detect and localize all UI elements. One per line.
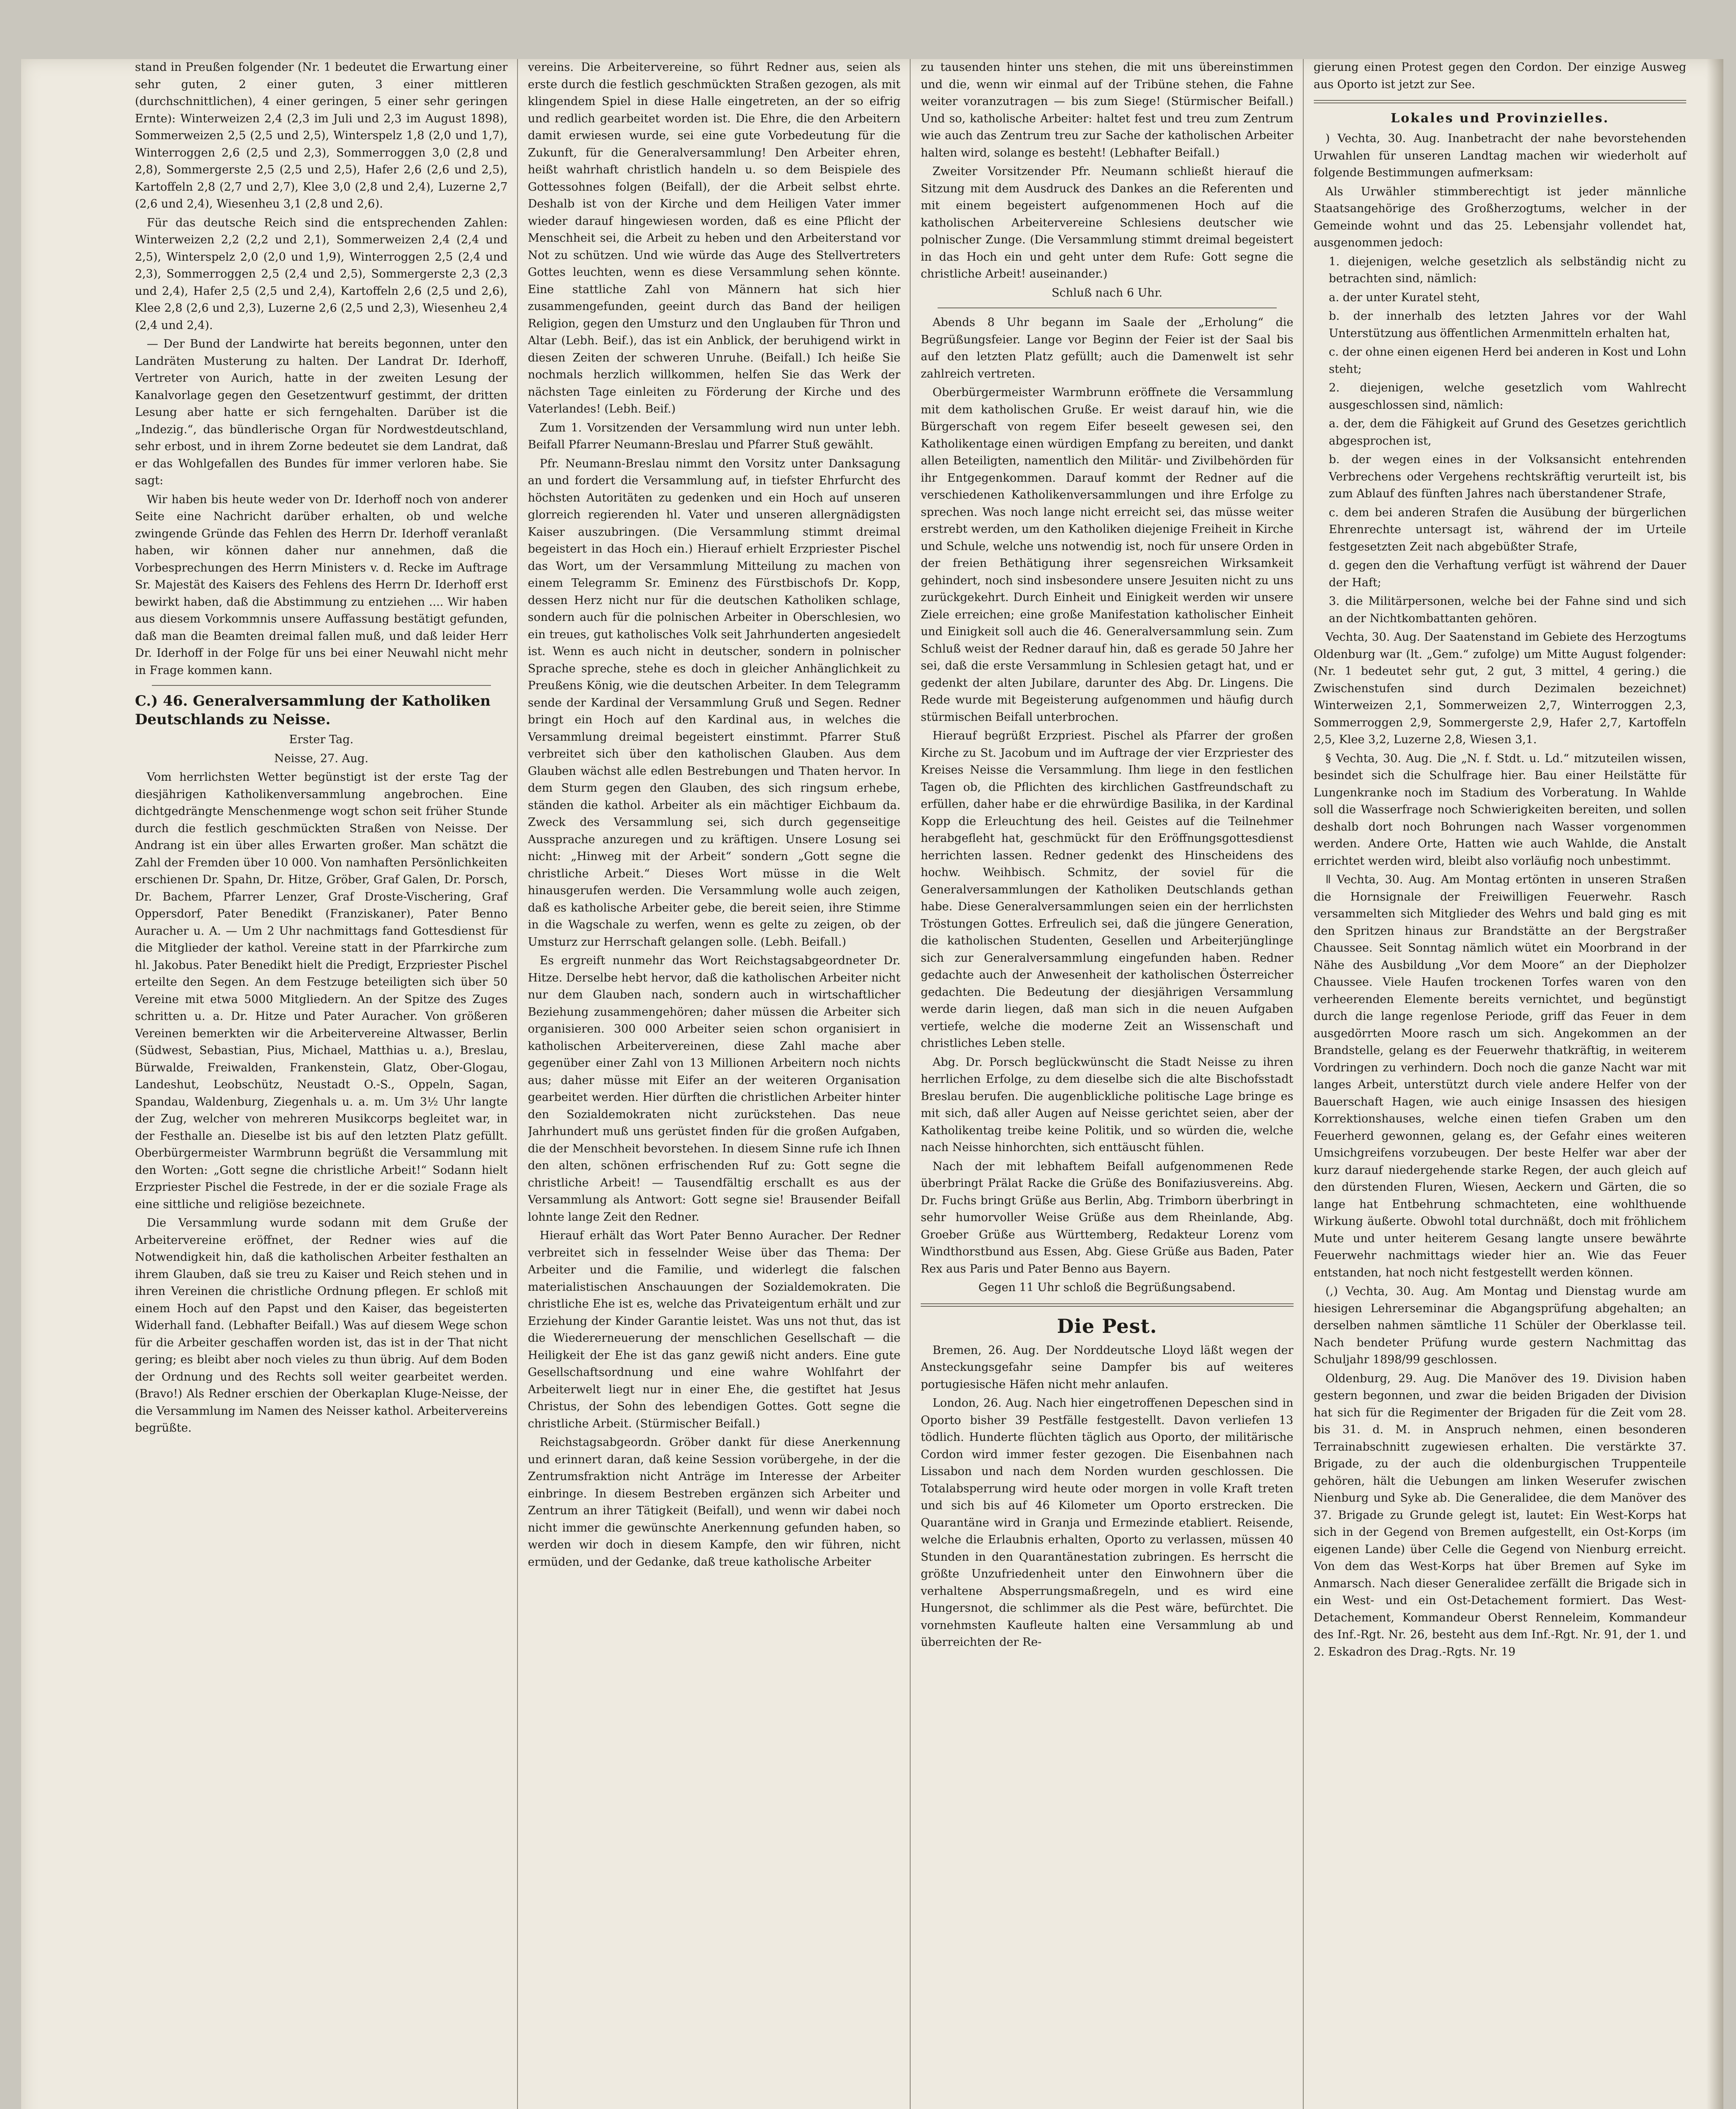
paragraph-urwahlen: ) Vechta, 30. Aug. Inanbetracht der nahe bevorstehenden Urwahlen für unseren Landtag machen wir wiederholt auf folgende Bestimmungen aufmerksam: (1313, 132, 1686, 179)
paragraph-london: London, 26. Aug. Nach hier eingetroffenen Depeschen sind in Oporto bisher 39 Pestfälle festgestellt. Davon verliefen 13 tödlich. Hunderte flüchten täglich aus Oporto, der militärische Cordon wird immer fester gezogen. Die Eisenbahnen nach Lissabon und nach dem Norden wurden geschlossen. Die Totalabsperrung wird heute oder morgen in volle Kraft treten und sich bis auf 46 Kilometer um Oporto erstrecken. Die Quarantäne wird in Granja und Ermezinde etabliert. Reisende, welche die Erlaubnis erhalten, Oporto zu verlassen, müssen 40 Stunden in den Quarantänestation zubringen. Es herrscht die größte Unzufriedenheit unter den Einwohnern über die verhaltene Absperrungsmaßregeln, und es wird eine Hungersnot, die schlimmer als die Pest wäre, befürchtet. Die vornehmsten Kaufleute halten eine Versammlung ab und überreichten der Re- (921, 1397, 1294, 1649)
paragraph-warmbrunn: Oberbürgermeister Warmbrunn eröffnete die Versammlung mit dem katholischen Gruße. Er weist darauf hin, wie die Bürgerschaft von regem Eifer beseelt gewesen sei, den Katholikentage einen würdigen Empfang zu bereiten, und dankt allen Beteiligten, namentlich den Militär- und Zivilbehörden für ihr Entgegenkommen. Darauf kommt der Redner auf die verschiedenen Katholikenversammlungen und ihre Erfolge zu sprechen. Was noch lange nicht erreicht sei, das müsse weiter erstrebt werden, um den Katholiken diejenige Freiheit in Kirche und Schule, welche uns notwendig ist, noch für unsere Orden in der freien Bethätigung ihrer segensreichen Wirksamkeit gehindert, noch sind insbesondere unsere Jesuiten nicht zu uns zurückgekehrt. Durch Einheit und Einigkeit werden wir unsere Ziele erreichen; eine große Manifestation katholischer Einheit und Einigkeit soll auch die 46. Generalversammlung sein. Zum Schluß weist der Redner darauf hin, daß es gerade 50 Jahre her sei, daß die erste Versammlung in Schlesien getagt hat, und er gedenkt der alten Jubilare, darunter des Abg. Dr. Lingens. Die Rede wurde mit Begeisterung aufgenommen und häufig durch stürmischen Beifall unterbrochen. (921, 386, 1294, 724)
page-edge-shadow (1706, 59, 1723, 2109)
closing-note: Schluß nach 6 Uhr. (1051, 286, 1163, 299)
list-item: b. der wegen eines in der Volksansicht entehrenden Verbrechens oder Vergehens rechtskräftig verurteilt ist, bis zum Ablauf des fünften Jahres nach überstandener Strafe, (1329, 453, 1686, 500)
crop-report-reich: Für das deutsche Reich sind die entsprechenden Zahlen: Winterweizen 2,2 (2,2 und 2,1), Sommerweizen 2,4 (2,4 und 2,5), Winterspelz 2,0 (2,0 und 1,9), Winterroggen 2,5 (2,4 und 2,3), Sommerroggen 2,5 (2,4 und 2,5), Sommergerste 2,3 (2,3 und 2,4), Hafer 2,5 (2,5 und 2,4), Kartoffeln 2,6 (2,5 und 2,6), Klee 2,8 (2,6 und 2,3), Luzerne 2,6 (2,5 und 2,3), Wiesenheu 2,4 (2,4 und 2,4). (135, 216, 508, 332)
paragraph-begruessungsfeier: Abends 8 Uhr begann im Saale der „Erholung“ die Begrüßungsfeier. Lange vor Beginn der Feier ist der Saal bis auf den letzten Platz gefüllt; auch die Damenwelt ist sehr zahlreich vertreten. (921, 316, 1294, 380)
article-bund-der-landwirte: — Der Bund der Landwirte hat bereits begonnen, unter den Landräten Musterung zu halten. Der Landrat Dr. Iderhoff, Vertreter von Aurich, hatte in der zweiten Lesung der Kanalvorlage gegen den Gesetzentwurf gestimmt, der dritten Lesung aber hatte er sich ferngehalten. Darüber ist die „Indezig.“, das bündlerische Organ für Nordwestdeutschland, sehr erbost, und in ihrem Zorne bedeutet sie dem Landrat, daß er das Wohlgefallen des Bundes für immer verloren habe. Sie sagt: (135, 337, 508, 487)
quote-indezig: Wir haben bis heute weder von Dr. Iderhoff noch von anderer Seite eine Nachricht darüber erhalten, ob und welche zwingende Gründe das Fehlen des Herrn Dr. Iderhoff veranlaßt haben, wir können daher nur annehmen, daß die Vorbesprechungen des Herrn Ministers v. d. Recke im Auftrage Sr. Majestät des Kaisers des Fehlens des Herrn Dr. Iderhoff erst bewirkt haben, daß die Abstimmung zu entziehen .... Wir haben aus diesem Vorkommnis unsere Auffassung bestätigt gefunden, daß man die Beamten dreimal fallen muß, und daß leider Herr Dr. Iderhoff in der Folge für uns bei einer Neuwahl nicht mehr in Frage kommen kann. (135, 493, 508, 677)
paragraph-pischel: Hierauf begrüßt Erzpriest. Pischel als Pfarrer der großen Kirche zu St. Jacobum und im Auftrage der vier Erzpriester des Kreises Neisse die Versammlung. Ihm liege in den festlichen Tagen ob, die Pflichten des kirchlichen Gastfreundschaft zu erfüllen, daher habe er die ehrwürdige Basilika, in der Kardinal Kopp die Erleuchtung des heil. Geistes auf die Teilnehmer herabgefleht hat, geschmückt für den Eröffnungsgottesdienst herrichten lassen. Redner gedenkt des Hinscheidens des hochw. Weihbisch. Schmitz, der soviel für die Generalversammlungen der Katholiken Deutschlands gethan habe. Diese Generalversammlungen seien ein der herrlichsten Tröstungen Gottes. Erfreulich sei, daß die jüngere Generation, die katholischen Studenten, Gesellen und Arbeiterjünglinge sich zur Generalversammlung eingefunden haben. Redner gedachte auch der Anwesenheit der katholischen Österreicher gedachten. Die Bedeutung der diesjährigen Versammlung werde darin liegen, daß man sich in die neuen Aufgaben vertiefe, welche die moderne Zeit an Wissenschaft und christliches Leben stelle. (921, 729, 1294, 1050)
article-continued: gierung einen Protest gegen den Cordon. Der einzige Ausweg aus Oporto ist jetzt zur See. (1313, 61, 1686, 91)
paragraph-manoever: Oldenburg, 29. Aug. Die Manöver des 19. Division haben gestern begonnen, und zwar die beiden Brigaden der Division hat sich für die Regimenter der Brigaden für die Zeit vom 28. bis 31. d. M. in Anspruch nehmen, einen besonderen Terrainabschnitt zugewiesen erhalten. Die verstärkte 37. Brigade, zu der auch die oldenburgischen Truppenteile gehören, hält die Uebungen am linken Weserufer zwischen Nienburg und Syke ab. Die Generalidee, die dem Manöver des 37. Brigade zu Grunde gelegt ist, lautet: Ein West-Korps hat sich in der Gegend von Bremen aufgestellt, ein Ost-Korps (im eigenen Lande) über Celle die Gegend von Nienburg erreicht. Von dem das West-Korps hat über Bremen auf Syke im Anmarsch. Nach dieser Generalidee zerfällt die Brigade sich in ein West- und ein Ost-Detachement formiert. Das West-Detachement, Kommandeur Oberst Renneleim, Kommandeur des Inf.-Rgt. Nr. 26, besteht aus dem Inf.-Rgt. Nr. 91, der 1. und 2. Eskadron des Drag.-Rgts. Nr. 19 (1313, 1372, 1686, 1659)
paragraph-lehrerseminar: (,) Vechta, 30. Aug. Am Montag und Dienstag wurde am hiesigen Lehrerseminar die Abgangsprüfung abgehalten; an derselben nahmen sämtliche 11 Schüler der Oberklasse teil. Nach bendeter Prüfung wurde gestern Nachmittag das Schuljahr 1898/99 geschlossen. (1313, 1285, 1686, 1366)
paragraph-bremen: Bremen, 26. Aug. Der Norddeutsche Lloyd läßt wegen der Ansteckungsgefahr seine Dampfer bis auf weiteres portugiesische Häfen nicht mehr anlaufen. (921, 1343, 1294, 1391)
column-1 (135, 59, 518, 2109)
column-2 (528, 59, 911, 2109)
paragraph-grusse: Nach der mit lebhaftem Beifall aufgenommenen Rede überbringt Prälat Racke die Grüße des Bonifaziusvereins. Abg. Dr. Fuchs bringt Grüße aus Berlin, Abg. Trimborn überbringt in sehr humorvoller Weise Grüße aus dem Rheinlande, Abg. Groeber Grüße aus Württemberg, Redakteur Lorenz vom Windthorstbund aus Essen, Abg. Giese Grüße aus Baden, Pater Rex aus Paris und Pater Benno aus Bayern. (921, 1160, 1294, 1276)
article-katholikentag-part1: Vom herrlichsten Wetter begünstigt ist der erste Tag der diesjährigen Katholikenversammlung angebrochen. Eine dichtgedrängte Menschenmenge wogt schon seit früher Stunde durch die festlich geschmückten Straßen von Neisse. Der Andrang ist ein über alles Erwarten großer. Man schätzt die Zahl der Fremden über 10 000. Von namhaften Persönlichkeiten erschienen Dr. Spahn, Dr. Hitze, Gröber, Graf Galen, Dr. Porsch, Dr. Bachem, Pfarrer Lenzer, Graf Droste-Vischering, Graf Oppersdorf, Pater Benedikt (Franziskaner), Pater Benno Auracher u. A. — Um 2 Uhr nachmittags fand Gottesdienst für die Mitglieder der kathol. Vereine statt in der Pfarrkirche zum hl. Jakobus. Pater Benedikt hielt die Predigt, Erzpriester Pischel erteilte den Segen. An dem Festzuge beteiligten sich über 50 Vereine mit etwa 5000 Mitgliedern. An der Spitze des Zuges schritten u. a. Dr. Hitze und Pater Auracher. Von größeren Vereinen bemerkten wir die Arbeitervereine Altwasser, Berlin (Südwest, Sebastian, Pius, Michael, Matthias u. a.), Breslau, Bürwalde, Freiwalden, Frankenstein, Glatz, Ober-Glogau, Landeshut, Leobschütz, Neustadt O.-S., Oppeln, Sagan, Spandau, Waldenburg, Ziegenhals u. a. m. Um 3½ Uhr langte der Zug, welcher von mehreren Musikcorps begleitet war, in der Festhalle an. Dieselbe ist bis auf den letzten Platz gefüllt. Oberbürgermeister Warmbrunn begrüßt die Versammlung mit den Worten: „Gott segne die christliche Arbeit!“ Sodann hielt Erzpriester Pischel die Festrede, in der er die soziale Frage als eine sittliche und religiöse bezeichnete. (135, 771, 508, 1211)
heading-lokales: Lokales und Provinzielles. (1391, 111, 1609, 126)
divider (152, 685, 491, 686)
divider (938, 307, 1277, 308)
text-columns (135, 59, 1696, 2109)
newspaper-page (21, 59, 1723, 2109)
list-item: a. der unter Kuratel steht, (1329, 291, 1480, 304)
paragraph-heilstaette: § Vechta, 30. Aug. Die „N. f. Stdt. u. Ld.“ mitzuteilen wissen, besindet sich die Schulfrage hier. Bau einer Heilstätte für Lungenkranke noch im Stadium des Vorberatung. In Wahlde soll die Wasserfrage noch Schwierigkeiten bereiten, und sollen deshalb dort noch Bohrungen nach Wasser vorgenommen werden. Andere Orte, Hatten wie auch Wahlde, die Anstalt errichtet werden wird, bleibt also vorläufig noch unbestimmt. (1313, 752, 1686, 868)
list-item: a. der, dem die Fähigkeit auf Grund des Gesetzes gerichtlich abgesprochen ist, (1329, 417, 1686, 448)
column-4 (1314, 59, 1696, 2109)
article-continued: vereins. Die Arbeitervereine, so führt Redner aus, seien als erste durch die festlich geschmückten Straßen gezogen, als mit klingendem Spiel in diese Halle eingetreten, an der so eifrig und redlich gearbeitet worden ist. Die Ehre, die den Arbeitern damit erwiesen wurde, sei eine gute Vorbedeutung für die Zukunft, für die Generalversammlung! Den Arbeiter ehren, heißt wahrhaft christlich handeln u. so dem Beispiele des Gottessohnes folgen (Beifall), der die Arbeit selbst ehrte. Deshalb ist von der Kirche und dem Heiligen Vater immer wieder darauf hingewiesen worden, daß es eine Pflicht der Menschheit sei, die Arbeit zu heben und den Arbeiterstand vor Not zu schützen. Und wie würde das Auge des Stellvertreters Gottes leuchten, wenn es diese Versammlung sehen könnte. Eine stattliche Zahl von Männern hat sich hier zusammengefunden, geeint durch das Band der heiligen Religion, gegen den Umsturz und den Unglauben für Thron und Altar (Lebh. Beif.), das ist ein Anblick, der beruhigend wirkt in diesen Zeiten der schweren Unruhe. (Beifall.) Ich heiße Sie nochmals herzlich willkommen, helfen Sie das Werk der nächsten Tage einleiten zu Förderung der Kirche und des Vaterlandes! (Lebh. Beif.) (528, 61, 900, 415)
paragraph-vorsitz: Zum 1. Vorsitzenden der Versammlung wird nun unter lebh. Beifall Pfarrer Neumann-Breslau und Pfarrer Stuß gewählt. (528, 421, 900, 451)
dateline-neisse: Neisse, 27. Aug. (274, 752, 369, 765)
paragraph-schluss-rede: Zweiter Vorsitzender Pfr. Neumann schließt hierauf die Sitzung mit dem Ausdruck des Dankes an die Referenten und mit einem begeistert aufgenommenen Hoch auf die katholischen Arbeitervereine Schlesiens deutscher wie polnischer Zunge. (Die Versammlung stimmt dreimal begeistert in das Hoch ein und geht unter dem Rufe: Gott segne die christliche Arbeit! auseinander.) (921, 165, 1294, 280)
heading-die-pest: Die Pest. (1057, 1314, 1157, 1338)
list-item: 3. die Militärpersonen, welche bei der Fahne sind und sich an der Nichtkombattanten gehören. (1329, 595, 1686, 625)
paragraph-stimmberechtigt: Als Urwähler stimmberechtigt ist jeder männliche Staatsangehörige des Großherzogtums, welcher in der Gemeinde wohnt und das 25. Lebensjahr vollendet hat, ausgenommen jedoch: (1313, 185, 1686, 249)
list-item: 1. diejenigen, welche gesetzlich als selbständig nicht zu betrachten sind, nämlich: (1329, 255, 1686, 285)
crop-report-prussia: stand in Preußen folgender (Nr. 1 bedeutet die Erwartung einer sehr guten, 2 einer guten, 3 einer mittleren (durchschnittlichen), 4 einer geringen, 5 einer sehr geringen Ernte): Winterweizen 2,4 (2,3 im Juli und 2,3 im August 1898), Sommerweizen 2,5 (2,5 und 2,5), Winterspelz 1,8 (2,0 und 1,7), Winterroggen 2,6 (2,5 und 2,3), Sommerroggen 3,0 (2,8 und 2,8), Sommergerste 2,5 (2,5 und 2,5), Hafer 2,6 (2,6 und 2,5), Kartoffeln 2,8 (2,7 und 2,7), Klee 3,0 (2,8 und 2,4), Luzerne 2,7 (2,6 und 2,4), Wiesenheu 3,1 (2,8 und 2,6). (135, 61, 508, 210)
paragraph-saatenstand: Vechta, 30. Aug. Der Saatenstand im Gebiete des Herzogtums Oldenburg war (lt. „Gem.“ zufolge) um Mitte August folgender: (Nr. 1 bedeutet sehr gut, 2 gut, 3 mittel, 4 gering.) die Zwischenstufen sind durch Dezimalen bezeichnet) Winterweizen 2,1, Sommerweizen 2,7, Winterroggen 2,3, Sommerroggen 2,9, Sommergerste 2,9, Hafer 2,7, Kartoffeln 2,5, Klee 3,2, Luzerne 2,8, Wiesen 3,1. (1313, 631, 1686, 746)
closing-note-abend: Gegen 11 Uhr schloß die Begrüßungsabend. (978, 1281, 1236, 1294)
list-item: c. der ohne einen eigenen Herd bei anderen in Kost und Lohn steht; (1329, 345, 1686, 376)
list-item: 2. diejenigen, welche gesetzlich vom Wahlrecht ausgeschlossen sind, nämlich: (1329, 381, 1686, 412)
list-item: b. der innerhalb des letzten Jahres vor der Wahl Unterstützung aus öffentlichen Armenmitteln erhalten hat, (1329, 310, 1686, 340)
subheading-erster-tag: Erster Tag. (289, 733, 354, 746)
paragraph-auracher: Hierauf erhält das Wort Pater Benno Auracher. Der Redner verbreitet sich in fesselnder Weise über das Thema: Der Arbeiter und die Familie, und widerlegt die falschen materialistischen Anschauungen der Sozialdemokraten. Die christliche Ehe ist es, welche das Privateigentum erhält und zur Erziehung der Kinder Garantie leistet. Was uns not thut, das ist die Wiedererneuerung der menschlichen Gesellschaft — die Heiligkeit der Ehe ist das ganz gewiß nicht anders. Eine gute Gesellschaftsordnung und eine wahre Wohlfahrt der Arbeiterwelt liegt nur in einer Ehe, die gestiftet hat Jesus Christus, der Sohn des lebendigen Gottes. Gott segne die christliche Arbeit. (Stürmischer Beifall.) (528, 1229, 900, 1430)
paragraph-hitze: Es ergreift nunmehr das Wort Reichstagsabgeordneter Dr. Hitze. Derselbe hebt hervor, daß die katholischen Arbeiter nicht nur dem Glauben nach, sondern auch in wirtschaftlicher Beziehung zusammengehören; daher müssen die Arbeiter sich organisieren. 300 000 Arbeiter seien schon organisiert in katholischen Arbeitervereinen, diese Zahl mache aber gegenüber einer Zahl von 13 Millionen Arbeitern noch nichts aus; daher müsse mit Eifer an der weiteren Organisation gearbeitet werden. Hier dürften die christlichen Arbeiter hinter den Sozialdemokraten nicht zurückstehen. Das neue Jahrhundert muß uns gerüstet finden für die großen Aufgaben, die der Menschheit bevorstehen. In diesem Sinne rufe ich Ihnen den alten, schönen erfrischenden Ruf zu: Gott segne die christliche Arbeit! — Tausendfältig erschallt es aus der Versammlung als Antwort: Gott segne sie! Brausender Beifall lohnte lange Zeit den Redner. (528, 954, 900, 1224)
heading-generalversammlung: C.) 46. Generalversammlung der Katholiken Deutschlands zu Neisse. (135, 693, 491, 728)
article-katholikentag-part2: Die Versammlung wurde sodann mit dem Gruße der Arbeitervereine eröffnet, der Redner wies auf die Notwendigkeit hin, daß die katholischen Arbeiter festhalten an ihrem Glauben, daß sie treu zu Kaiser und Reich stehen und in ihren Vereinen die christliche Ordnung pflegen. Er schloß mit einem Hoch auf den Papst und den Kaiser, das begeisterten Widerhall fand. (Lebhafter Beifall.) Was auf diesem Wege schon für die Arbeiter geschaffen worden ist, das ist in der That nicht gering; es bleibt aber noch vieles zu thun übrig. Auf dem Boden der Ordnung und des Rechts soll weiter gearbeitet werden. (Bravo!) Als Redner erschien der Oberkaplan Kluge-Neisse, der die Versammlung im Namen des Neisser kathol. Arbeitervereins begrüßte. (135, 1216, 508, 1435)
column-3 (921, 59, 1304, 2109)
divider-double (1314, 100, 1687, 103)
paragraph-moorbrand: ǁ Vechta, 30. Aug. Am Montag ertönten in unseren Straßen die Hornsignale der Freiwilligen Feuerwehr. Rasch versammelten sich Mitglieder des Wehrs und bald ging es mit den Spritzen hinaus zur Brandstätte an der Bergstraßer Chaussee. Seit Sonntag nämlich wütet ein Moorbrand in der Nähe des Ausbildung „Vor dem Moore“ an der Diepholzer Chaussee. Viele Haufen trockenen Torfes waren von den verheerenden Elemente bereits vernichtet, und begünstigt durch die lange regenlose Periode, griff das Feuer in dem ausgedörrten Moore rasch um sich. Angekommen an der Brandstelle, gelang es der Feuerwehr thatkräftig, in weiterem Vordringen zu verhindern. Doch noch die ganze Nacht war mit langes Arbeit, unterstützt durch viele andere Helfer von der Bauerschaft Hagen, wie auch einige Insassen des hiesigen Korrektionshauses, welche einen tiefen Graben um den Feuerherd gewonnen, gelang es, der Gefahr eines weiteren Umsichgreifens vorzubeugen. Der beste Helfer war aber der kurz darauf niedergehende starke Regen, der auch gleich auf den dürstenden Fluren, Wiesen, Aeckern und Gärten, die so lange hat Entbehrung schmachteten, eine wohlthuende Wirkung äußerte. Obwohl total durchnäßt, doch mit fröhlichem Mute und unter heiterem Gesang langte unsere bewährte Feuerwehr nachmittags wieder hier an. Wie das Feuer entstanden, hat noch nicht festgestellt werden können. (1313, 873, 1686, 1279)
list-item: c. dem bei anderen Strafen die Ausübung der bürgerlichen Ehrenrechte untersagt ist, während der im Urteile festgesetzten Zeit nach abgebüßter Strafe, (1329, 506, 1686, 553)
paragraph-neumann: Pfr. Neumann-Breslau nimmt den Vorsitz unter Danksagung an und fordert die Versammlung auf, in tiefster Ehrfurcht des höchsten Autoritäten zu gedenken und ein Hoch auf unseren glorreich regierenden hl. Vater und unseren allergnädigsten Kaiser auszubringen. (Die Versammlung stimmt dreimal begeistert in das Hoch ein.) Hierauf erhielt Erzpriester Pischel das Wort, um der Versammlung Mitteilung zu machen von einem Telegramm Sr. Eminenz des Fürstbischofs Dr. Kopp, dessen Herz nicht nur für die deutschen Katholiken schlage, sondern auch für die polnischen Arbeiter in Oberschlesien, wo ein treues, gut katholisches Volk seit Jahrhunderten angesiedelt ist. Wenn es auch nicht in deutscher, sondern in polnischer Sprache spreche, stehe es doch in gleicher Anhänglichkeit zu Preußens König, wie die deutschen Arbeiter. In dem Telegramm sende der Kardinal der Versammlung Gruß und Segen. Redner bringt ein Hoch auf den Kardinal aus, in welches die Versammlung dreimal begeistert einstimmt. Pfarrer Stuß verbreitet sich über den katholischen Glauben. Aus dem Glauben wächst alle edlen Bestrebungen und Thaten hervor. In dem Sturm gegen den Glauben, des sich ringsum erhebe, ständen die kathol. Arbeiter als ein mächtiger Eichbaum da. Zweck des Versammlung sei, sich durch gegenseitige Aussprache anzuregen und zu kräftigen. Unsere Losung sei nicht: „Hinweg mit der Arbeit“ sondern „Gott segne die christliche Arbeit.“ Dieses Wort müsse in die Welt hinausgerufen werden. Die Versammlung wolle auch zeigen, daß es katholische Arbeiter gebe, die bereit seien, ihre Stimme in die Wagschale zu werfen, wenn es gelte zu zeigen, ob der Umsturz zur Herrschaft gelangen solle. (Lebh. Beifall.) (528, 457, 900, 949)
list-item: d. gegen den die Verhaftung verfügt ist während der Dauer der Haft; (1329, 559, 1686, 589)
article-continued: zu tausenden hinter uns stehen, die mit uns übereinstimmen und die, wenn wir einmal auf der Tribüne stehen, die Fahne weiter voranzutragen — bis zum Siege! (Stürmischer Beifall.) Und so, katholische Arbeiter: haltet fest und treu zum Zentrum wie auch das Zentrum treu zur Sache der katholischen Arbeiter halten wird, solange es besteht! (Lebhafter Beifall.) (921, 61, 1294, 159)
paragraph-porsch: Abg. Dr. Porsch beglückwünscht die Stadt Neisse zu ihren herrlichen Erfolge, zu dem dieselbe sich die alte Bischofsstadt Breslau berufen. Die augenblickliche politische Lage bringe es mit sich, daß aller Augen auf Neisse gerichtet seien, aber der Katholikentag treibe keine Politik, und so würden die, welche nach Neisse hinhorchten, sich enttäuscht fühlen. (921, 1055, 1294, 1154)
divider-double (921, 1303, 1294, 1307)
paragraph-groeber: Reichstagsabgeordn. Gröber dankt für diese Anerkennung und erinnert daran, daß keine Session vorübergehe, in der die Zentrumsfraktion nicht Anträge im Interesse der Arbeiter einbringe. In diesem Bestreben ergänzen sich Arbeiter und Zentrum an ihrer Tätigkeit (Beifall), und wenn wir dabei noch nicht immer die gewünschte Anerkennung gefunden haben, so werden wir doch in diesem Kampfe, den wir führen, nicht ermüden, und der Gedanke, daß treue katholische Arbeiter (528, 1436, 900, 1569)
